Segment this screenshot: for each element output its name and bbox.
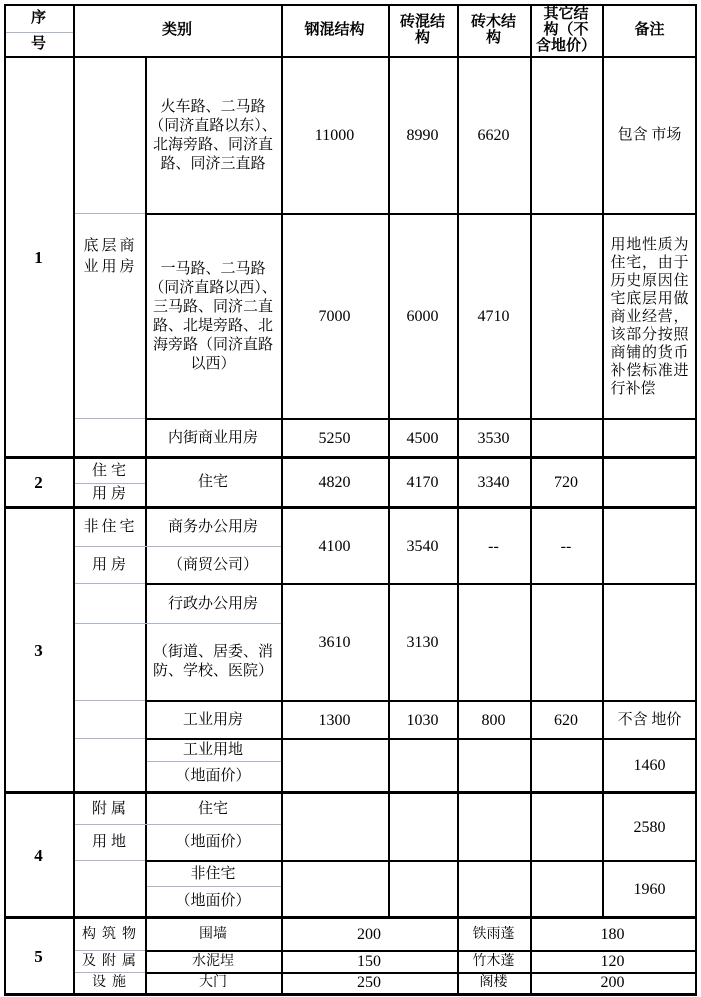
row3c-brick-wood-value: 800 — [481, 711, 506, 729]
row2-category-line2: 用房 — [91, 486, 130, 502]
row5a-name: 围墙 — [199, 927, 227, 942]
row3b-name-line2: （街道、居委、消防、学校、医院） — [152, 643, 273, 679]
row2-brick-wood-value: 3340 — [477, 474, 510, 491]
table-border-line — [4, 993, 697, 996]
row3d-remark-value: 1460 — [633, 757, 666, 774]
row5c-name2: 阁楼 — [479, 975, 508, 990]
header-seq-line1: 序 — [30, 9, 46, 26]
row3b-steel-value: 3610 — [318, 634, 351, 651]
header-brick-concrete: 砖混结构 — [399, 14, 445, 46]
row2-name: 住宅 — [197, 474, 228, 490]
row5b-value: 150 — [357, 952, 381, 970]
row1b-road-names: 一马路、二马路（同济直路以西）、三马路、同济二直路、北堤旁路、北海旁路（同济直路以西） — [149, 260, 277, 372]
header-steel: 钢混结构 — [304, 21, 365, 38]
header-seq-line2: 号 — [30, 35, 46, 52]
row3d-name-line1: 工业用地 — [182, 742, 243, 758]
row3a-name-line2: （商贸公司） — [167, 556, 258, 573]
row1-seq: 1 — [34, 247, 43, 267]
row1-category: 底层商 业用房 — [83, 238, 138, 275]
row1a-remark: 包含 市场 — [617, 127, 682, 143]
row3c-steel-value: 1300 — [318, 711, 351, 729]
row2-steel-value: 4820 — [318, 474, 351, 491]
header-brick-wood: 砖木结构 — [470, 14, 516, 46]
row3a-brick-wood-value: -- — [488, 537, 499, 555]
row1a-brick-wood-value: 6620 — [477, 127, 510, 144]
row3c-other-value: 620 — [554, 711, 578, 729]
row5-seq: 5 — [34, 946, 43, 966]
row2-other-value: 720 — [554, 474, 578, 491]
row3c-brick-concrete-value: 1030 — [406, 711, 439, 729]
row1c-brick-concrete-value: 4500 — [406, 429, 439, 447]
row4a-name-line1: 住宅 — [197, 800, 228, 817]
row5c-value: 250 — [357, 974, 381, 991]
header-category: 类别 — [161, 21, 192, 38]
row3a-steel-value: 4100 — [318, 537, 351, 555]
row2-seq: 2 — [34, 473, 43, 492]
row4b-name-line2: （地面价） — [175, 892, 251, 909]
row5b-name: 水泥埕 — [192, 953, 234, 969]
row5a-value: 200 — [357, 926, 381, 943]
row1b-brick-wood-value: 4710 — [477, 308, 510, 325]
row5a-value2: 180 — [600, 926, 625, 943]
row5-category-line1: 构筑物 — [82, 927, 142, 942]
row3b-name-line1: 行政办公用房 — [167, 595, 258, 612]
row3-category-line1: 非住宅 — [83, 519, 138, 535]
row4-category-line1: 附属 — [91, 800, 130, 817]
row1a-steel-value: 11000 — [314, 127, 355, 144]
row4-category-line2: 用地 — [91, 833, 130, 850]
row4a-name-line2: （地面价） — [175, 833, 251, 850]
row4-seq: 4 — [34, 845, 43, 865]
row3c-name: 工业用房 — [182, 711, 243, 728]
row1c-brick-wood-value: 3530 — [477, 429, 510, 447]
row5b-name2: 竹木蓬 — [472, 953, 515, 969]
row5c-name: 大门 — [199, 975, 227, 990]
gridline — [75, 583, 145, 584]
header-other: 其它结 构（不 含地价） — [535, 6, 596, 54]
row1c-name: 内街商业用房 — [167, 429, 258, 446]
row5c-value2: 200 — [600, 974, 625, 991]
row3-category-line2: 用房 — [91, 556, 130, 573]
row1a-road-names: 火车路、二马路（同济直路以东）、北海旁路、同济直路、同济三直路 — [149, 98, 277, 172]
gridline — [75, 738, 145, 739]
row5-category-line2: 及附属 — [82, 953, 142, 969]
gridline — [75, 860, 145, 861]
row1b-brick-concrete-value: 6000 — [406, 308, 439, 325]
row3c-remark: 不含 地价 — [617, 711, 682, 728]
row4b-name-line1: 非住宅 — [190, 865, 236, 882]
row5b-value2: 120 — [600, 952, 625, 970]
header-remark: 备注 — [634, 21, 665, 38]
row3-seq: 3 — [34, 640, 43, 660]
row1b-steel-value: 7000 — [318, 308, 351, 325]
row5a-name2: 铁雨蓬 — [472, 927, 515, 942]
row1b-remark: 用地性质为住宅，由于历史原因住宅底层用做商业经营，该部分按照商铺的货币补偿标准进行补偿 — [610, 236, 689, 397]
row3a-name-line1: 商务办公用房 — [167, 519, 258, 535]
row5-category-line3: 设施 — [92, 975, 132, 990]
row2-brick-concrete-value: 4170 — [406, 474, 439, 491]
row3b-brick-concrete-value: 3130 — [406, 634, 439, 651]
row4a-remark-value: 2580 — [633, 818, 666, 836]
gridline — [75, 700, 145, 701]
row2-category-line1: 住宅 — [91, 462, 130, 479]
row3a-brick-concrete-value: 3540 — [406, 537, 439, 555]
row1c-steel-value: 5250 — [318, 429, 351, 447]
row3a-other-value: -- — [560, 537, 572, 555]
row4b-remark-value: 1960 — [633, 880, 666, 898]
row3d-name-line2: （地面价） — [175, 767, 251, 784]
row1a-brick-concrete-value: 8990 — [406, 127, 439, 144]
